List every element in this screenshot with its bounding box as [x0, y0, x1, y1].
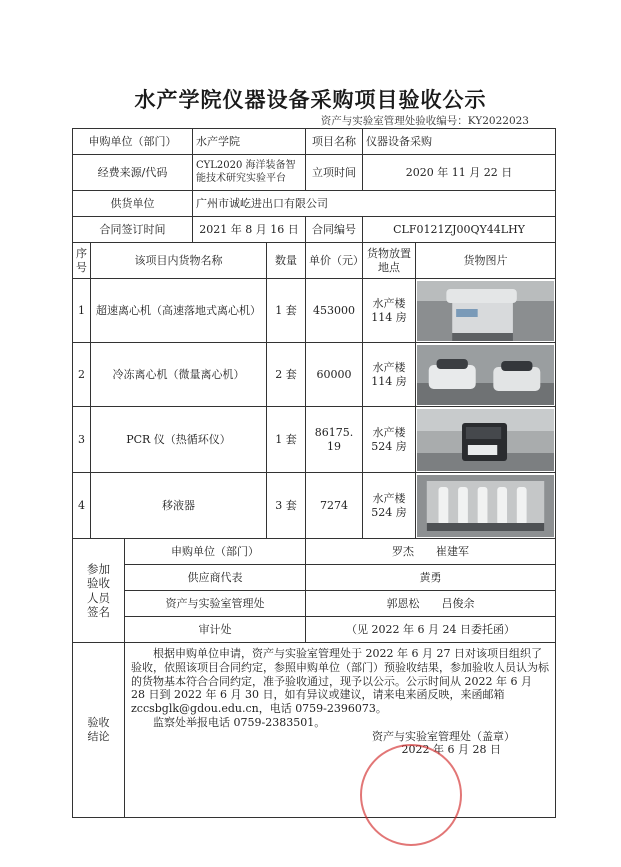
goods-no: 1	[73, 279, 91, 343]
conclusion-paragraph: 根据申购单位申请，资产与实验室管理处于 2022 年 6 月 27 日对该项目组织了验收，依照该项目合同约定，参照申购单位（部门）预验收结果，参加验收人员认为标的货物基本符合合同约定，准予验收通过，现予以公示。公示时间从 2022 年 6 月 28 日到 2022 年 6 月 30 日，如有异议或建议，请来电来函反映，来函邮箱 zccsbglk@gdou.edu.cn，电话 0759-2396073。	[131, 647, 549, 715]
document-number: 资产与实验室管理处验收编号：KY2022023	[320, 115, 529, 127]
signers-label-text: 参加验收人员签名	[87, 561, 110, 619]
buyer-label: 申购单位（部门）	[73, 129, 193, 155]
signer-names: 罗杰 崔建军	[306, 539, 556, 565]
signer-role: 资产与实验室管理处	[125, 591, 306, 617]
goods-price: 7274	[306, 473, 363, 539]
conclusion-label	[73, 643, 125, 818]
goods-row	[73, 343, 556, 407]
signature-org: 资产与实验室管理处（盖章）	[372, 729, 516, 743]
goods-place: 水产楼 524 房	[363, 473, 416, 539]
goods-price: 453000	[306, 279, 363, 343]
signer-role: 申购单位（部门）	[125, 539, 306, 565]
fund-label: 经费来源/代码	[73, 155, 193, 191]
floor-centrifuge-photo	[417, 281, 554, 341]
buyer-value: 水产学院	[193, 129, 306, 155]
goods-name: 超速离心机（高速落地式离心机）	[91, 279, 267, 343]
goods-no: 4	[73, 473, 91, 539]
official-seal	[360, 744, 462, 846]
contract-date-value: 2021 年 8 月 16 日	[193, 217, 306, 243]
signer-names: 郭恩松 吕俊余	[306, 591, 556, 617]
signer-names: （见 2022 年 6 月 24 日委托函）	[306, 617, 556, 643]
goods-qty: 2 套	[267, 343, 306, 407]
contract-no-label: 合同编号	[306, 217, 363, 243]
project-value: 仪器设备采购	[363, 129, 556, 155]
goods-qty: 1 套	[267, 279, 306, 343]
goods-qty: 3 套	[267, 473, 306, 539]
header-photo: 货物图片	[416, 243, 556, 279]
goods-price: 86175. 19	[306, 407, 363, 473]
header-name: 该项目内货物名称	[91, 243, 267, 279]
goods-no: 3	[73, 407, 91, 473]
signers-label	[73, 539, 125, 643]
contract-no-value: CLF0121ZJ00QY44LHY	[363, 217, 556, 243]
setup-time-label: 立项时间	[306, 155, 363, 191]
page-title: 水产学院仪器设备采购项目验收公示	[134, 88, 487, 112]
header-qty: 数量	[267, 243, 306, 279]
pcr-instrument-photo	[417, 409, 554, 471]
supplier-value: 广州市诚屹进出口有限公司	[193, 191, 556, 217]
signer-role: 审计处	[125, 617, 306, 643]
signature-date: 2022 年 6 月 28 日	[401, 743, 502, 757]
conclusion-body	[125, 643, 556, 818]
goods-qty: 1 套	[267, 407, 306, 473]
signer-role: 供应商代表	[125, 565, 306, 591]
project-label: 项目名称	[306, 129, 363, 155]
conclusion-label-text: 验收结论	[87, 716, 110, 743]
micro-centrifuge-photo	[417, 345, 554, 405]
goods-place: 水产楼 114 房	[363, 279, 416, 343]
acceptance-table	[72, 128, 556, 818]
header-place: 货物放置地点	[363, 243, 416, 279]
goods-price: 60000	[306, 343, 363, 407]
goods-place: 水产楼 524 房	[363, 407, 416, 473]
report-phone: 监察处举报电话 0759-2383501。	[153, 715, 326, 729]
header-price: 单价（元）	[306, 243, 363, 279]
signer-names: 黄勇	[306, 565, 556, 591]
goods-row	[73, 279, 556, 343]
goods-name: PCR 仪（热循环仪）	[91, 407, 267, 473]
header-no: 序号	[73, 243, 91, 279]
goods-name: 移液器	[91, 473, 267, 539]
supplier-label: 供货单位	[73, 191, 193, 217]
pipette-photo	[417, 475, 554, 537]
setup-time-value: 2020 年 11 月 22 日	[363, 155, 556, 191]
fund-value: CYL2020 海洋装备智能技术研究实验平台	[193, 155, 306, 191]
goods-no: 2	[73, 343, 91, 407]
goods-place: 水产楼 114 房	[363, 343, 416, 407]
goods-name: 冷冻离心机（微量离心机）	[91, 343, 267, 407]
goods-row	[73, 473, 556, 539]
contract-date-label: 合同签订时间	[73, 217, 193, 243]
goods-row	[73, 407, 556, 473]
